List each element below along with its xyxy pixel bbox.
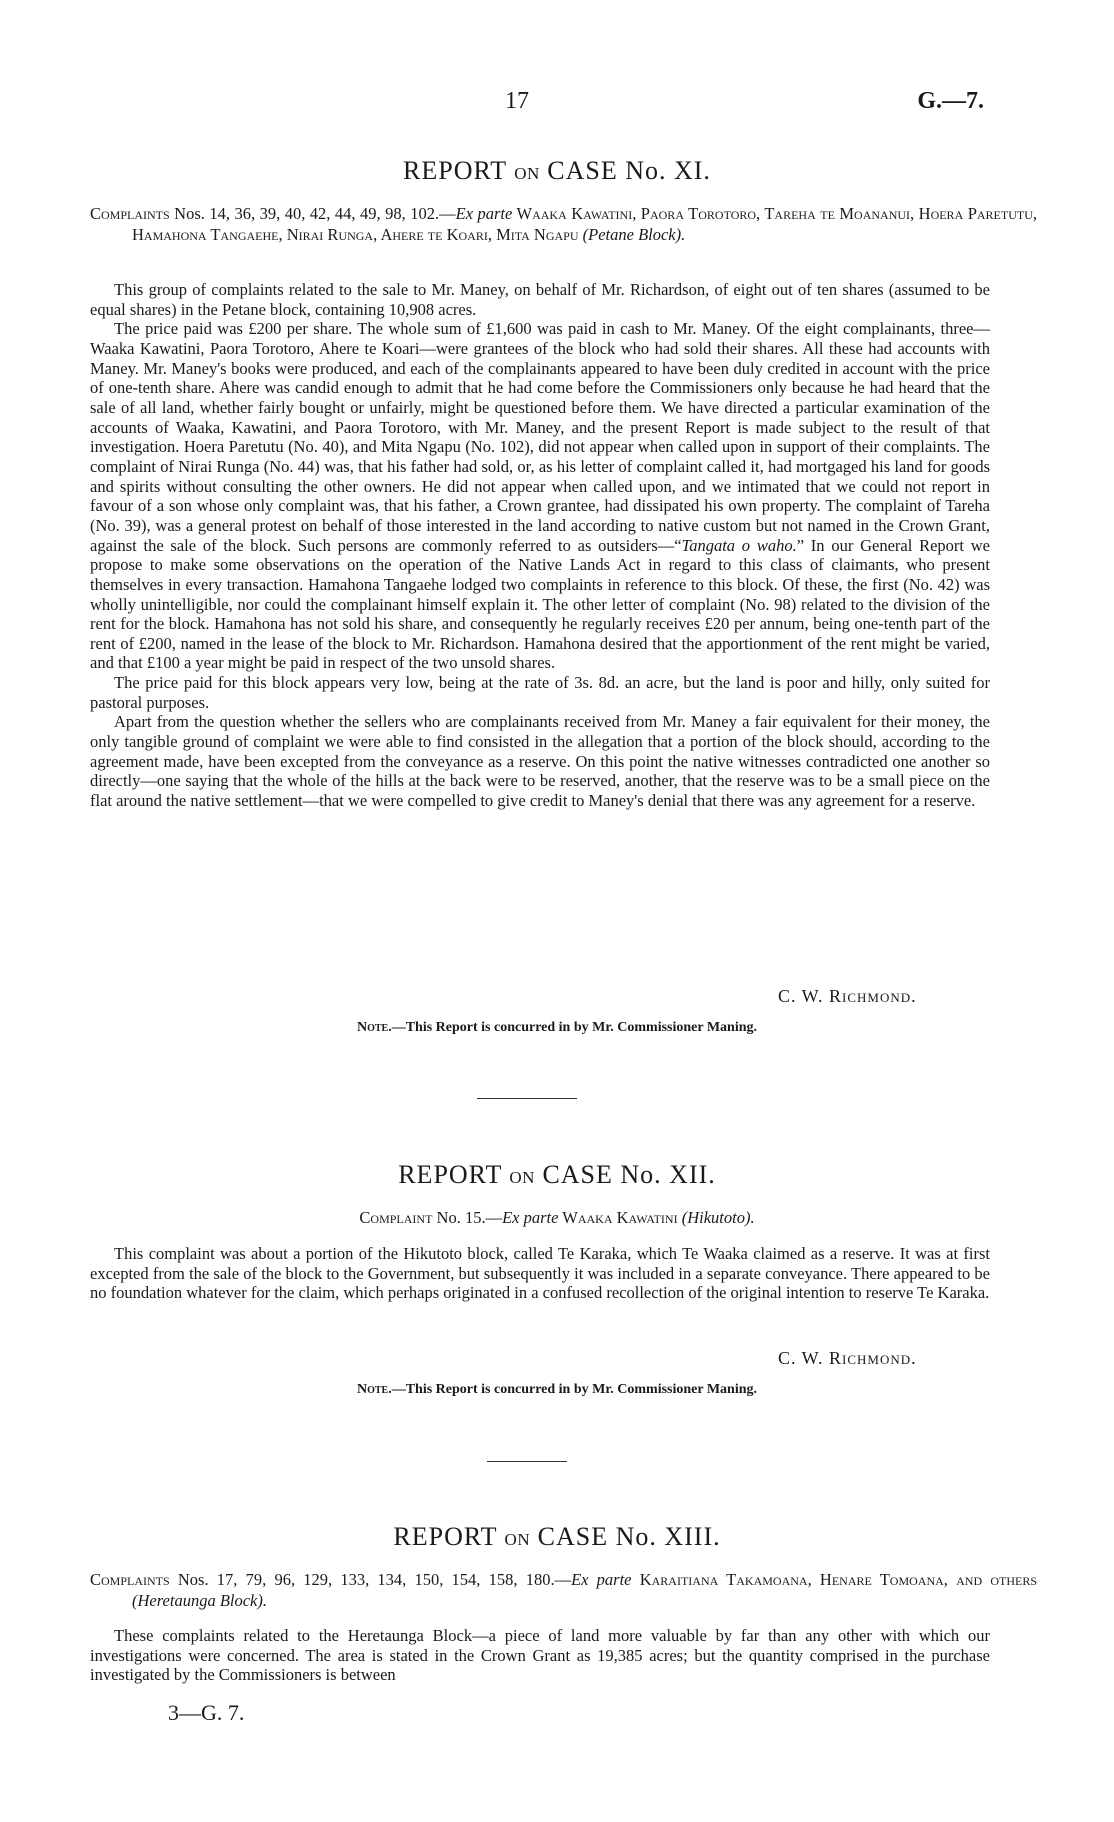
report-xi-paragraph-2: The price paid was £200 per share. The whole sum of £1,600 was paid in cash to Mr. Maney. Of the eight complainants, three—Waaka Kawatini, Paora Torotoro, Ahere te Koari—were grantees of the block who had sold their shares. All these had accounts with Maney. Mr. Maney's books were produced, and each of the complainants appeared to have been duly credited in account with the price of one-tenth share. Ahere was candid enough to admit that he had come before the Commissioners only because he had heard that the sale of all land, whether fairly bought or unfairly, might be questioned before them. We have directed a particular examination of the accounts of Waaka, Kawatini, and Paora Torotoro, with Mr. Maney, and the present Report is made subject to the result of that investigation. Hoera Paretutu (No. 40), and Mita Ngapu (No. 102), did not appear when called upon in support of their complaints. The complaint of Nirai Runga (No. 44) was, that his father had sold, or, as his letter of complaint called it, had mortgaged his land for goods and spirits without consulting the other owners. He did not appear when called upon, and we intimated that we could not report in favour of a son whose only complaint was, that his father, a Crown grantee, had dissipated his own property. The complaint of Tareha (No. 39), was a general protest on behalf of those interested in the land according to native custom but not named in the Crown Grant, against the sale of the block. Such persons are commonly referred to as outsiders—“Tangata o waho.” In our General Report we propose to make some observations on the operation of the Native Lands Act in regard to this class of claimants, who present themselves in every transaction. Hamahona Tangaehe lodged two complaints in reference to this block. Of these, the first (No. 42) was wholly unintelligible, nor could the complainant himself explain it. The other letter of complaint (No. 98) related to the division of the rent for the block. Hamahona has not sold his share, and consequently he regularly receives £20 per annum, being one-tenth part of the rent of £200, named in the lease of the block to Mr. Richardson. Hamahona desired that the apportionment of the rent might be varied, and that £100 a year might be paid in respect of the two unsold shares. (90, 319, 990, 673)
report-xii-body (90, 1244, 990, 1303)
report-xiii-body (90, 1626, 990, 1685)
report-xiii-title: REPORT ON CASE No. XIII. (393, 1522, 721, 1551)
report-xi-paragraph-1: This group of complaints related to the sale to Mr. Maney, on behalf of Mr. Richardson, of eight out of ten shares (assumed to be equal shares) in the Petane block, containing 10,908 acres. (90, 280, 990, 319)
report-xi-complaint-heading: Complaints Nos. 14, 36, 39, 40, 42, 44, 49, 98, 102.—Ex parte Waaka Kawatini, Paora Torotoro, Tareha te Moananui, Hoera Paretutu, Hamahona Tangaehe, Nirai Runga, Ahere te Koari, Mita Ngapu (Petane Block). (90, 204, 1038, 244)
printer-signature-mark: 3—G. 7. (168, 1700, 245, 1725)
report-xii-signature: C. W. Richmond. (778, 1348, 917, 1368)
page-number: 17 (505, 88, 529, 114)
report-xi-paragraph-4: Apart from the question whether the sellers who are complainants received from Mr. Maney a fair equivalent for their money, the only tangible ground of complaint we were able to find consisted in the allegation that a portion of the block should, according to the agreement made, have been excepted from the conveyance as a reserve. On this point the native witnesses contradicted one another so directly—one saying that the whole of the hills at the back were to be reserved, another, that the reserve was to be a small piece on the flat around the native settlement—that we were compelled to give credit to Maney's denial that there was any agreement for a reserve. (90, 712, 990, 811)
report-xii-note: Note.—This Report is concurred in by Mr. Commissioner Maning. (356, 1382, 758, 1397)
section-divider (477, 1098, 577, 1099)
section-divider (487, 1461, 567, 1462)
document-reference: G.—7. (917, 88, 984, 114)
report-xi-note: Note.—This Report is concurred in by Mr. Commissioner Maning. (356, 1020, 758, 1035)
report-xi-body (90, 280, 990, 811)
page-header (0, 88, 1114, 120)
report-xiii-paragraph-1: These complaints related to the Heretaunga Block—a piece of land more valuable by far than any other with which our investigations were concerned. The area is stated in the Crown Grant as 19,385 acres; but the quantity comprised in the purchase investigated by the Commissioners is between (90, 1626, 990, 1685)
report-xii-complaint-heading: Complaint No. 15.—Ex parte Waaka Kawatini (Hikutoto). (359, 1208, 755, 1227)
report-xi-signature: C. W. Richmond. (778, 986, 917, 1006)
report-xii-title: REPORT ON CASE No. XII. (398, 1160, 716, 1189)
report-xi-paragraph-3: The price paid for this block appears very low, being at the rate of 3s. 8d. an acre, but the land is poor and hilly, only suited for pastoral purposes. (90, 673, 990, 712)
report-xii-paragraph-1: This complaint was about a portion of the Hikutoto block, called Te Karaka, which Te Waaka claimed as a reserve. It was at first excepted from the sale of the block to the Government, but subsequently it was included in a separate conveyance. There appeared to be no foundation whatever for the claim, which perhaps originated in a confused recollection of the original intention to reserve Te Karaka. (90, 1244, 990, 1303)
report-xiii-complaint-heading: Complaints Nos. 17, 79, 96, 129, 133, 134, 150, 154, 158, 180.—Ex parte Karaitiana Takamoana, Henare Tomoana, and others (Heretaunga Block). (90, 1570, 1037, 1610)
report-xi-title: REPORT ON CASE No. XI. (403, 156, 711, 185)
